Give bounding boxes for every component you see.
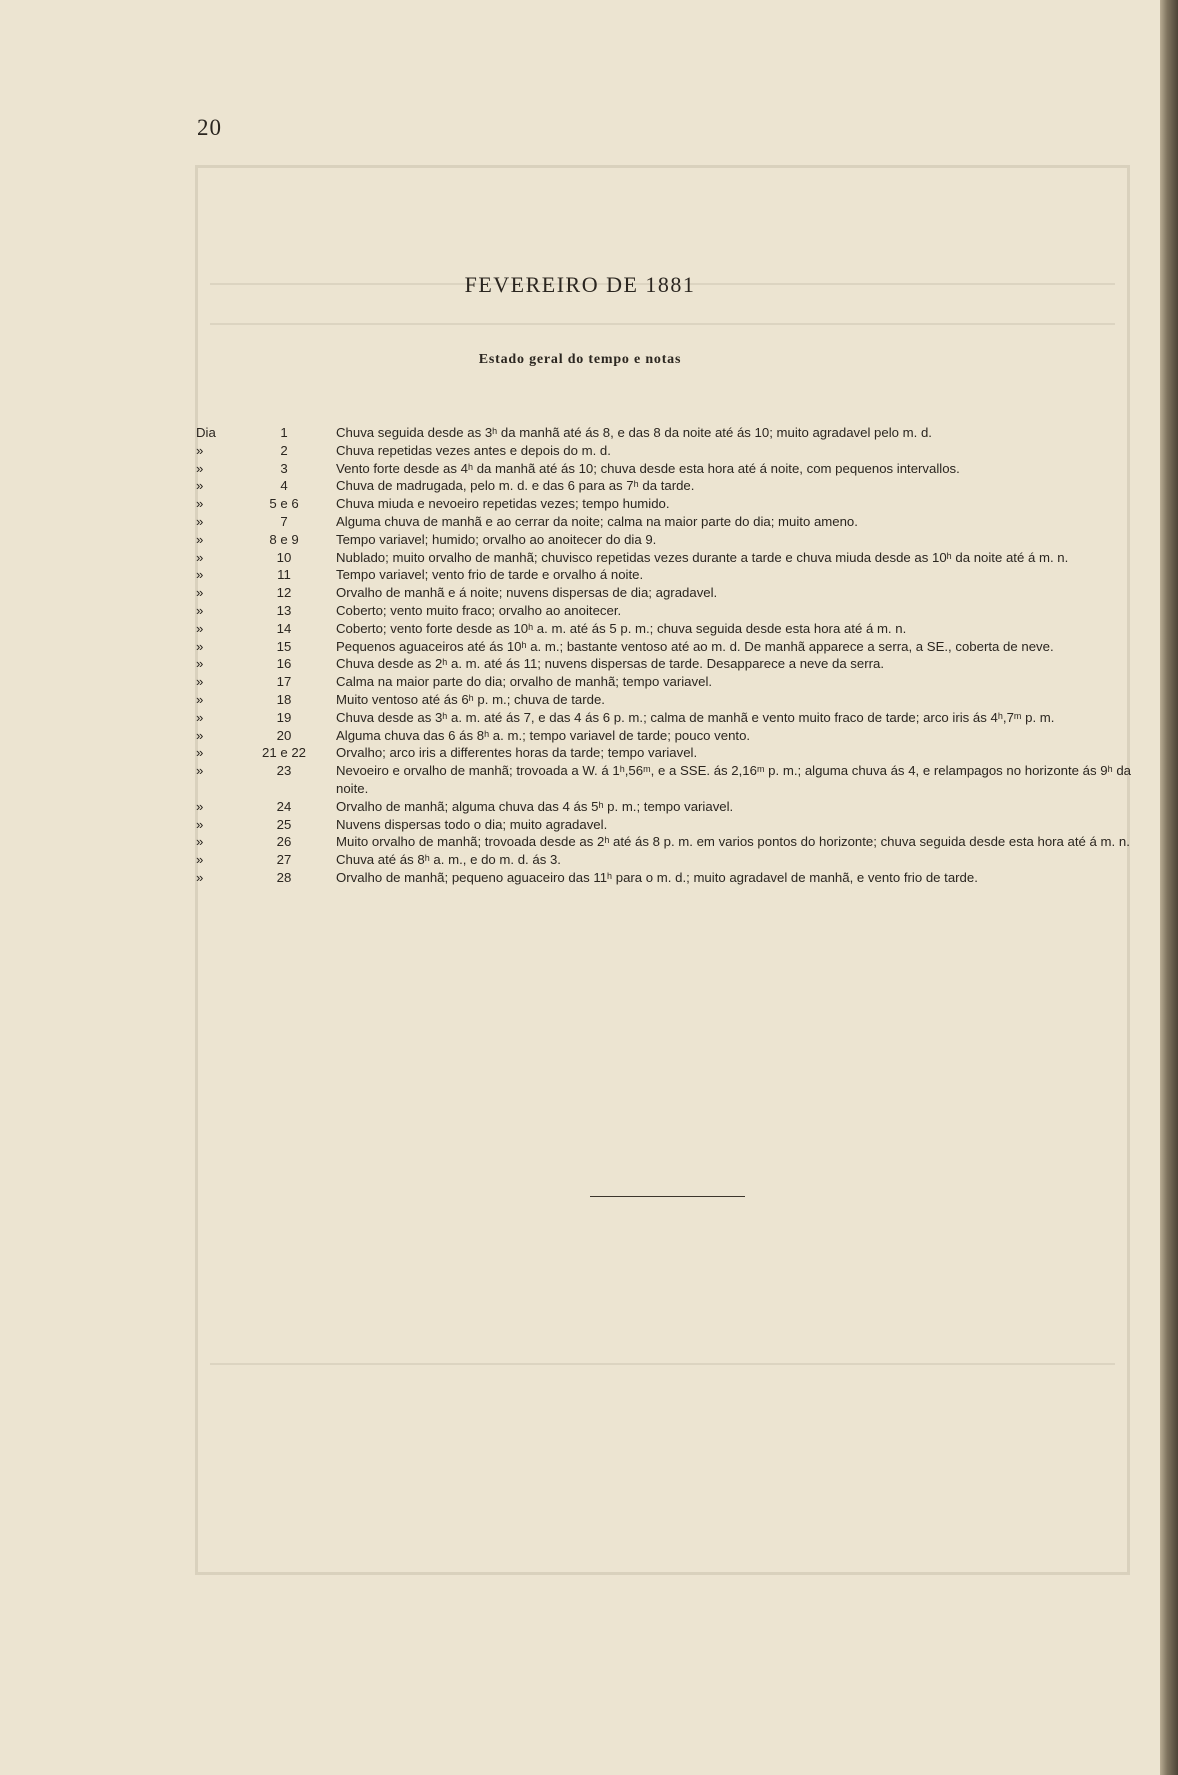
day-label: » <box>196 674 204 690</box>
day-number: 18 <box>276 691 292 707</box>
weather-note: Coberto; vento forte desde as 10ʰ a. m. até ás 5 p. m.; chuva seguida desde esta hora até á m. n. <box>336 620 907 636</box>
note-row <box>190 495 1135 513</box>
note-row <box>190 477 1135 495</box>
weather-note: Chuva desde as 2ʰ a. m. até ás 11; nuvens dispersas de tarde. Desapparece a neve da serra. <box>336 656 885 672</box>
weather-note: Orvalho de manhã; pequeno aguaceiro das 11ʰ para o m. d.; muito agradavel de manhã, e vento frio de tarde. <box>336 869 978 885</box>
day-label: » <box>196 656 204 672</box>
weather-note: Chuva de madrugada, pelo m. d. e das 6 para as 7ʰ da tarde. <box>336 478 695 494</box>
day-number: 5 e 6 <box>269 496 299 512</box>
day-number: 24 <box>276 798 292 814</box>
end-rule <box>590 1196 745 1197</box>
day-number: 10 <box>276 549 292 565</box>
day-label: » <box>196 549 204 565</box>
note-row <box>190 798 1135 816</box>
weather-note: Tempo variavel; humido; orvalho ao anoitecer do dia 9. <box>336 531 657 547</box>
day-label: » <box>196 727 204 743</box>
weather-note: Orvalho de manhã; alguma chuva das 4 ás 5ʰ p. m.; tempo variavel. <box>336 798 734 814</box>
day-label: » <box>196 852 204 868</box>
note-row <box>190 727 1135 745</box>
weather-note: Chuva seguida desde as 3ʰ da manhã até ás 8, e das 8 da noite até ás 10; muito agradavel pelo m. d. <box>336 425 932 440</box>
note-row <box>190 602 1135 620</box>
weather-note: Vento forte desde as 4ʰ da manhã até ás 10; chuva desde esta hora até á noite, com pequenos intervallos. <box>336 460 960 476</box>
note-row <box>190 673 1135 691</box>
weather-note: Alguma chuva das 6 ás 8ʰ a. m.; tempo variavel de tarde; pouco vento. <box>336 727 751 743</box>
day-label: » <box>196 834 204 850</box>
day-number: 19 <box>276 709 292 725</box>
note-row <box>190 691 1135 709</box>
day-number: 12 <box>276 585 292 601</box>
note-row <box>190 549 1135 567</box>
day-label: » <box>196 798 204 814</box>
day-number: 21 e 22 <box>262 745 306 761</box>
day-number: 28 <box>276 869 292 885</box>
day-label: » <box>196 745 204 761</box>
note-row <box>190 531 1135 549</box>
day-number: 25 <box>276 816 292 832</box>
day-label: » <box>196 691 204 707</box>
note-row <box>190 620 1135 638</box>
day-number: 2 <box>280 442 288 458</box>
note-row <box>190 869 1135 887</box>
weather-note: Nuvens dispersas todo o dia; muito agradavel. <box>336 816 608 832</box>
day-number: 15 <box>276 638 292 654</box>
weather-note: Pequenos aguaceiros até ás 10ʰ a. m.; bastante ventoso até ao m. d. De manhã apparece a serra, a SE., coberta de neve. <box>336 638 1054 654</box>
day-label: » <box>196 460 204 476</box>
day-label: » <box>196 531 204 547</box>
note-row <box>190 442 1135 460</box>
day-label: » <box>196 513 204 529</box>
day-number: 26 <box>276 834 292 850</box>
day-label: » <box>196 602 204 618</box>
note-row <box>190 851 1135 869</box>
note-row <box>190 584 1135 602</box>
weather-note: Chuva repetidas vezes antes e depois do m. d. <box>336 442 611 458</box>
note-row <box>190 460 1135 478</box>
weather-note: Chuva até ás 8ʰ a. m., e do m. d. ás 3. <box>336 852 561 868</box>
day-label: » <box>196 585 204 601</box>
day-label: » <box>196 816 204 832</box>
day-number: 8 e 9 <box>269 531 299 547</box>
note-row <box>190 513 1135 531</box>
page-title: FEVEREIRO DE 1881 <box>464 272 696 297</box>
note-row <box>190 709 1135 727</box>
weather-note: Muito ventoso até ás 6ʰ p. m.; chuva de tarde. <box>336 691 605 707</box>
weather-note: Calma na maior parte do dia; orvalho de manhã; tempo variavel. <box>336 674 713 690</box>
page-number: 20 <box>197 115 222 140</box>
day-number: 3 <box>280 460 288 476</box>
day-number: 13 <box>276 602 292 618</box>
day-number: 4 <box>280 478 288 494</box>
weather-note: Nublado; muito orvalho de manhã; chuvisco repetidas vezes durante a tarde e chuva miuda desde as 10ʰ da noite até á m. n. <box>336 549 1069 565</box>
weather-note: Alguma chuva de manhã e ao cerrar da noite; calma na maior parte do dia; muito ameno. <box>336 513 858 529</box>
daily-notes-table <box>190 424 1135 887</box>
note-row <box>190 833 1135 851</box>
day-label: » <box>196 620 204 636</box>
day-label: » <box>196 869 204 885</box>
section-subtitle: Estado geral do tempo e notas <box>478 352 682 367</box>
weather-note: Chuva miuda e nevoeiro repetidas vezes; tempo humido. <box>336 496 670 512</box>
day-number: 1 <box>280 425 288 440</box>
day-number: 20 <box>276 727 292 743</box>
day-number: 14 <box>276 620 292 636</box>
weather-note: Orvalho; arco iris a differentes horas da tarde; tempo variavel. <box>336 745 698 761</box>
day-number: 11 <box>277 567 291 583</box>
note-row <box>190 638 1135 656</box>
day-number: 16 <box>276 656 292 672</box>
day-label: » <box>196 638 204 654</box>
day-number: 7 <box>280 513 288 529</box>
day-number: 17 <box>276 674 292 690</box>
weather-note: Orvalho de manhã e á noite; nuvens dispersas de dia; agradavel. <box>336 585 718 601</box>
day-label: » <box>196 478 204 494</box>
day-label: » <box>196 567 204 583</box>
note-row <box>190 424 1135 442</box>
day-number: 27 <box>276 852 292 868</box>
weather-note: Nevoeiro e orvalho de manhã; trovoada a W. á 1ʰ,56ᵐ, e a SSE. ás 2,16ᵐ p. m.; alguma chuva ás 4, e relampagos no horizonte ás 9ʰ da noite. <box>336 763 1131 796</box>
weather-note: Chuva desde as 3ʰ a. m. até ás 7, e das 4 ás 6 p. m.; calma de manhã e vento muito fraco de tarde; arco iris ás 4ʰ,7ᵐ p. m. <box>336 709 1055 725</box>
day-label: » <box>196 496 204 512</box>
note-row <box>190 816 1135 834</box>
day-label: » <box>196 763 204 779</box>
day-label: » <box>196 709 204 725</box>
weather-note: Coberto; vento muito fraco; orvalho ao anoitecer. <box>336 602 622 618</box>
day-number: 23 <box>276 763 292 779</box>
note-row <box>190 655 1135 673</box>
day-label: » <box>196 442 204 458</box>
note-row <box>190 762 1135 798</box>
book-spine-edge <box>1160 0 1178 1775</box>
day-label: Dia <box>196 425 216 440</box>
weather-note: Muito orvalho de manhã; trovoada desde as 2ʰ até ás 8 p. m. em varios pontos do horizonte; chuva seguida desde esta hora até á m. n. <box>336 834 1130 850</box>
note-row <box>190 744 1135 762</box>
note-row <box>190 566 1135 584</box>
weather-note: Tempo variavel; vento frio de tarde e orvalho á noite. <box>336 567 644 583</box>
